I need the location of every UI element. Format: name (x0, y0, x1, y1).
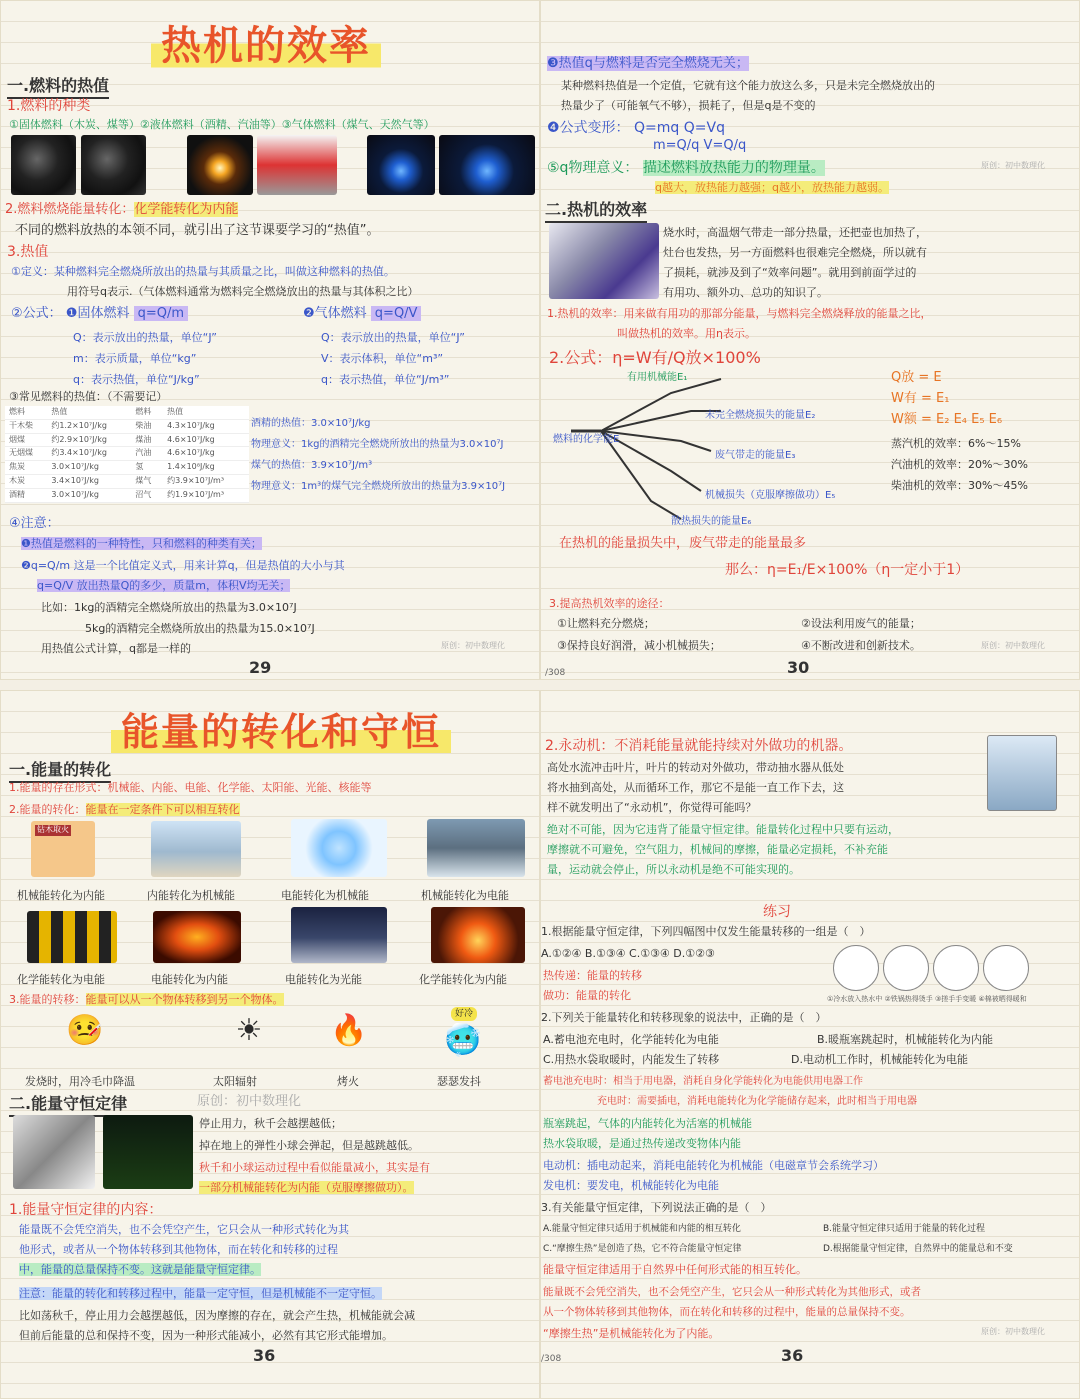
page-number: 36 (253, 1346, 276, 1365)
cup-water-icon (833, 945, 879, 991)
caption: 发烧时，用冷毛巾降温 (25, 1075, 135, 1088)
caption: 化学能转化为内能 (419, 973, 507, 986)
energy-conversion-line: 2.燃料燃烧能量转化：化学能转化为内能 (5, 202, 239, 217)
table-row: 酒精 3.0×10⁷J/kg 沼气 约1.9×10⁷J/m³ (5, 488, 249, 502)
diagram-label-mech: 机械损失（克服摩擦做功）E₅ (705, 490, 836, 501)
q3-option: C.“摩擦生热”是创造了热，它不符合能量守恒定律 (543, 1244, 742, 1254)
battery-photo (27, 911, 117, 963)
example-text: 但前后能量的总和保持不变，因为一种形式能减小，必然有其它形式能增加。 (19, 1329, 393, 1342)
q3-explain: “摩擦生热”是机械能转化为了内能。 (543, 1327, 720, 1340)
section-heading: 二.热机的效率 (545, 199, 647, 223)
pm-answer: 摩擦就不可避免，空气阻力，机械间的摩擦，能量必定损耗，不补充能 (547, 843, 888, 856)
practice-heading: 练习 (763, 904, 791, 920)
caption: 机械能转化为电能 (421, 889, 509, 902)
q3-explain: 从一个物体转移到其他物体，而在转化和转移的过程中，能量的总量保持不变。 (543, 1306, 911, 1318)
page-total: /308 (541, 1354, 562, 1364)
page-number: 29 (249, 658, 272, 677)
gas-flame-photo (439, 135, 535, 195)
heat-examples: 酒精的热值：3.0×10⁷J/kg 物理意义：1kg的酒精完全燃烧所放出的热量为3.0×10⁷J 煤气的热值：3.9×10⁷J/m³ 物理意义：1m³的煤气完全燃烧所放出的热量为3.9×10⁷J (251, 418, 506, 492)
q2-explain: 电动机：插电动起来，消耗电能转化为机械能（电磁章节会系统学习） (543, 1159, 884, 1172)
diagram-label-unburnt: 未完全燃烧损失的能量E₂ (705, 410, 816, 421)
efficiency-def: 叫做热机的效率。用η表示。 (617, 327, 756, 340)
note-item: ❶热值是燃料的一种特性，只和燃料的种类有关； (21, 537, 262, 550)
swing-text: 停止用力，秋千会越摆越低； (199, 1117, 342, 1130)
q2-option: D.电动机工作时，机械能转化为电能 (791, 1053, 968, 1066)
q1-image-captions: ①冷水放入热水中 ②铁锅热得烫手 ③搓手手变暖 ④棉被晒得暖和 (827, 995, 1027, 1003)
note-item: ❷q=Q/m 这是一个比值定义式，用来计算q，但是热值的大小与其 (21, 559, 345, 572)
energy-transfer: 3.能量的转移：能量可以从一个物体转移到另一个物体。 (9, 993, 284, 1006)
item-3: ❸热值q与燃料是否完全燃烧无关； (547, 56, 749, 71)
sun-quilt-icon (983, 945, 1029, 991)
rocket-launch-photo (151, 821, 241, 877)
page-number: 30 (787, 658, 810, 677)
q1-hint: 做功：能量的转化 (543, 989, 631, 1002)
page-total: /308 (545, 668, 566, 678)
pm-answer: 绝对不可能，因为它违背了能量守恒定律。能量转化过程中只要有运动， (547, 823, 899, 836)
max-loss-note: 在热机的能量损失中，废气带走的能量最多 (559, 536, 807, 551)
improve-heading: 3.提高热机效率的途径： (549, 597, 670, 610)
energy-forms: 1.能量的存在形式：机械能、内能、电能、化学能、太阳能、光能、核能等 (9, 781, 372, 794)
law-text: 中，能量的总量保持不变。这就是能量守恒定律。 (19, 1263, 261, 1276)
fuel-types: ①固体燃料（木炭、煤等）②液体燃料（酒精、汽油等）③气体燃料（煤气、天然气等） (9, 118, 435, 131)
definition-line: ①定义：某种燃料完全燃烧所放出的热量与其质量之比，叫做这种燃料的热值。 (11, 265, 395, 278)
kettle-text: 烧水时，高温烟气带走一部分热量，还把壶也加热了， 灶台也发热，另一方面燃料也很难完全燃烧，所以就有 了损耗，就涉及到了“效率问题”。就用到前面学过的 有用功、额外功、总功的知识了。 (663, 226, 927, 299)
table-row: 无烟煤 约3.4×10⁷J/kg 汽油 4.6×10⁷J/kg (5, 447, 249, 461)
q3-option: D.根据能量守恒定律，自然界中的能量总和不变 (823, 1244, 1013, 1254)
coal-photo (11, 135, 76, 195)
gas-stove-photo (367, 135, 435, 195)
alcohol-lamp-photo (187, 135, 253, 195)
diagram-label-useful: 有用机械能E₁ (627, 372, 688, 383)
q3-option: A.能量守恒定律只适用于机械能和内能的相互转化 (543, 1224, 741, 1234)
swing-text: 秋千和小球运动过程中看似能量减小，其实是有 (199, 1161, 430, 1174)
fever-cartoon-icon: 🤒 (66, 1013, 104, 1048)
bonfire-photo (431, 907, 525, 963)
example-line: 5kg的酒精完全燃烧所放出的热量为15.0×10⁷J (85, 622, 315, 635)
q1-images (833, 945, 1029, 991)
caption: 机械能转化为内能 (17, 889, 105, 902)
solid-vars: Q：表示放出的热量，单位“J” m：表示质量，单位“kg” q：表示热值，单位“J/kg” (73, 331, 217, 386)
page-title: 热机的效率 (151, 19, 381, 73)
warming-by-fire-cartoon-icon: 🔥 (330, 1013, 368, 1048)
drill-wood-fire-image: 钻木取火 (31, 821, 95, 877)
common-fuels-label: ③常见燃料的热值：（不需要记） (9, 390, 168, 403)
gas-station-photo (257, 135, 337, 195)
efficiency-formula: 2.公式：η=W有/Q放×100% (549, 348, 761, 367)
perpetual-motion-def: 2.永动机：不消耗能量就能持续对外做功的机器。 (545, 738, 853, 754)
caption: 电能转化为机械能 (281, 889, 369, 902)
table-row: 干木柴 约1.2×10⁷J/kg 柴油 4.3×10⁷J/kg (5, 419, 249, 433)
way-item: ③保持良好润滑，减小机械损失； (557, 639, 721, 652)
page-30 (540, 0, 1080, 680)
watermark: 原创：初中数理化 (981, 161, 1045, 170)
watermark: 原创：初中数理化 (981, 1327, 1045, 1336)
caption: 化学能转化为电能 (17, 973, 105, 986)
law-note: 注意：能量的转化和转移过程中，能量一定守恒，但是机械能不一定守恒。 (19, 1287, 382, 1300)
pm-text: 样不就发明出了“永动机”，你觉得可能吗？ (547, 801, 757, 814)
caption: 电能转化为内能 (151, 973, 228, 986)
page-36-left (0, 690, 540, 1399)
hydro-dam-photo (427, 819, 525, 877)
bouncing-ball-photo (103, 1115, 193, 1189)
swing-text: 一部分机械能转化为内能（克服摩擦做功）。 (199, 1181, 414, 1194)
pm-answer: 量，运动就会停止，所以永动机是绝不可能实现的。 (547, 863, 800, 876)
charcoal-photo (81, 135, 146, 195)
gas-vars: Q：表示放出的热量，单位“J” V：表示体积，单位“m³” q：表示热值，单位“J/m³” (321, 331, 465, 386)
caption: 烤火 (337, 1075, 359, 1088)
note-item: q=Q/V 放出热量Q的多少，质量m，体积V均无关； (37, 579, 291, 592)
formula-variants: ❹公式变形： Q=mq Q=Vq (547, 120, 725, 136)
subheading: 1.燃料的种类 (7, 98, 91, 114)
caption: 电能转化为光能 (285, 973, 362, 986)
street-lights-photo (291, 907, 387, 963)
item-3-desc: 热量少了（可能氧气不够），损耗了，但是q是不变的 (561, 99, 816, 112)
caption: 瑟瑟发抖 (437, 1075, 481, 1088)
definition-line: 用符号q表示.（气体燃料通常为燃料完全燃烧放出的热量与其体积之比） (67, 285, 419, 298)
perpetual-motion-machine-image (987, 735, 1057, 811)
example-text: 比如荡秋千，停止用力会越摆越低，因为摩擦的存在，就会产生热，机械能就会减 (19, 1309, 415, 1322)
section-heading: 一.能量的转化 (9, 759, 111, 783)
efficiency-def: 1.热机的效率：用来做有用功的那部分能量，与燃料完全燃烧释放的能量之比， (547, 307, 932, 320)
caption: 内能转化为机械能 (147, 889, 235, 902)
swing-photo (13, 1115, 95, 1189)
note-label: ④注意： (9, 516, 60, 531)
shivering-cartoon-icon: 🥶 (444, 1023, 482, 1058)
example-line: 用热值公式计算，q都是一样的 (41, 642, 191, 655)
item-3-desc: 某种燃料热值是一个定值，它就有这个能力放这么多，只是未完全燃烧放出的 (561, 79, 935, 92)
q3-option: B.能量守恒定律只适用于能量的转化过程 (823, 1224, 986, 1234)
page-29 (0, 0, 540, 680)
conversion-desc: 不同的燃料放热的本领不同，就引出了这节课要学习的“热值”。 (15, 223, 380, 238)
q2-option: A.蓄电池充电时，化学能转化为电能 (543, 1033, 719, 1046)
q2-option: C.用热水袋取暖时，内能发生了转移 (543, 1053, 720, 1066)
energy-transform: 2.能量的转化：能量在一定条件下可以相互转化 (9, 803, 240, 816)
law-text: 能量既不会凭空消失，也不会凭空产生，它只会从一种形式转化为其 (19, 1223, 349, 1236)
q3-explain: 能量守恒定律适用于自然界中任何形式能的相互转化。 (543, 1263, 807, 1276)
energy-equations: Q放 = E W有 = E₁ W额 = E₂ E₄ E₅ E₆ (891, 370, 1003, 427)
table-row: 烟煤 约2.9×10⁷J/kg 煤油 4.6×10⁷J/kg (5, 433, 249, 447)
q2-explain: 充电时：需要插电，消耗电能转化为化学能储存起来，此时相当于用电器 (597, 1096, 917, 1107)
hot-pan-icon (883, 945, 929, 991)
engine-efficiencies: 蒸汽机的效率：6%～15% 汽油机的效率：20%～30% 柴油机的效率：30%～45% (891, 437, 1028, 492)
table-row: 焦炭 3.0×10⁷J/kg 氢 1.4×10⁸J/kg (5, 461, 249, 475)
table-row: 木炭 3.4×10⁷J/kg 煤气 约3.9×10⁷J/m³ (5, 474, 249, 488)
q2-explain: 发电机：要发电，机械能转化为电能 (543, 1179, 719, 1192)
q2-explain: 蓄电池充电时：相当于用电器，消耗自身化学能转化为电能供用电器工作 (543, 1076, 863, 1087)
watermark: 原创：初中数理化 (441, 641, 505, 650)
pm-text: 将水抽到高处，从而循环工作，那它不是能一直工作下去，这 (547, 781, 844, 794)
diagram-label-exhaust: 废气带走的能量E₃ (715, 450, 796, 461)
question-2: 2.下列关于能量转化和转移现象的说法中，正确的是（ ） (541, 1011, 827, 1024)
watermark: 原创：初中数理化 (197, 1094, 302, 1109)
watermark: 原创：初中数理化 (981, 641, 1045, 650)
sunbathing-cartoon-icon: ☀ (235, 1013, 263, 1048)
way-item: ②设法利用废气的能量； (801, 617, 921, 630)
diagram-label-chem: 燃料的化学能E (553, 434, 620, 445)
formula-row: ②公式： ❶固体燃料 q=Q/m (11, 305, 188, 323)
electric-heater-photo (153, 911, 241, 963)
way-item: ④不断改进和创新技术。 (801, 639, 921, 652)
caption: 太阳辐射 (213, 1075, 257, 1088)
diagram-label-heat: 散热损失的能量E₆ (671, 516, 752, 527)
kettle-photo (549, 223, 659, 299)
rubbing-hands-icon (933, 945, 979, 991)
formula-variants-2: m=Q/q V=Q/q (653, 138, 747, 153)
page-number: 36 (781, 1346, 804, 1365)
q2-explain: 热水袋取暖，是通过热传递改变物体内能 (543, 1137, 741, 1150)
electric-fan-photo (291, 819, 387, 877)
q2-option: B.暖瓶塞跳起时，机械能转化为内能 (817, 1033, 994, 1046)
efficiency-conclusion: 那么：η=E₁/E×100%（η一定小于1） (725, 562, 970, 578)
question-1-options: A.①②④ B.①③④ C.①③④ D.①②③ (541, 947, 715, 960)
section-heading: 二.能量守恒定律 (9, 1093, 127, 1117)
cold-bubble: 好冷 (451, 1007, 477, 1021)
q3-explain: 能量既不会凭空消失，也不会凭空产生，它只会从一种形式转化为其他形式，或者 (543, 1286, 921, 1298)
question-1: 1.根据能量守恒定律，下列四幅图中仅发生能量转移的一组是（ ） (541, 925, 871, 938)
law-heading: 1.能量守恒定律的内容： (9, 1202, 163, 1218)
formula-row: ❷气体燃料 q=Q/V (303, 305, 421, 323)
pm-text: 高处水流冲击叶片，叶片的转动对外做功，带动抽水器从低处 (547, 761, 844, 774)
q1-hint: 热传递：能量的转移 (543, 969, 642, 982)
page-36-right (540, 690, 1080, 1399)
section-heading: 一.燃料的热值 (7, 75, 109, 99)
heat-value-table: 燃料 热值 燃料 热值 干木柴 约1.2×10⁷J/kg 柴油 4.3×10⁷J/kg 烟煤 约2.9×10⁷J/kg 煤油 4.6×10⁷J/kg 无烟煤 约3.4×10⁷J/kg 汽油 4.6×10⁷J/kg 焦炭 3.0×10⁷J/kg 氢 1.4×10⁸J/kg 木炭 3.4×10⁷J/kg 煤气 约3.9×10⁷J/m³ 酒精 3.0×10⁷J/kg 沼气 约1.9×10⁷J/m³ (5, 406, 249, 503)
q-meaning: ⑤q物理意义： 描述燃料放热能力的物理量。 (547, 160, 825, 176)
q-meaning-desc: q越大，放热能力越强；q越小，放热能力越弱。 (655, 181, 889, 194)
swing-text: 掉在地上的弹性小球会弹起，但是越跳越低。 (199, 1139, 419, 1152)
way-item: ①让燃料充分燃烧； (557, 617, 655, 630)
q2-explain: 瓶塞跳起，气体的内能转化为活塞的机械能 (543, 1117, 752, 1130)
page-title: 能量的转化和守恒 (111, 707, 451, 758)
example-line: 比如：1kg的酒精完全燃烧所放出的热量为3.0×10⁷J (41, 601, 297, 614)
law-text: 他形式，或者从一个物体转移到其他物体，而在转化和转移的过程 (19, 1243, 338, 1256)
subheading: 3.热值 (7, 244, 49, 260)
question-3: 3.有关能量守恒定律，下列说法正确的是（ ） (541, 1201, 772, 1214)
